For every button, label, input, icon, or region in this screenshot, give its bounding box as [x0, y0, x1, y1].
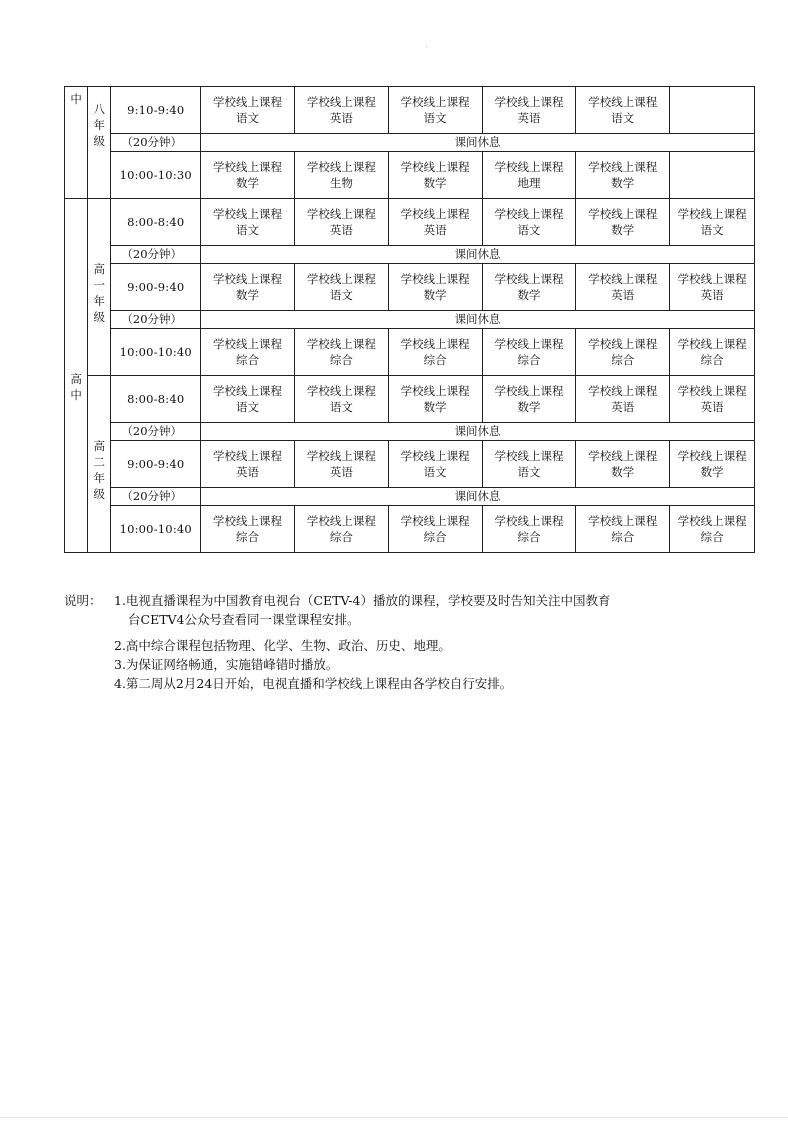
course-prefix: 学校线上课程: [213, 337, 283, 351]
course-cell: [576, 329, 670, 376]
course-subject: 语文: [236, 223, 260, 237]
break-duration: （20分钟）: [111, 246, 201, 264]
table-row: [65, 441, 755, 488]
break-duration: （20分钟）: [111, 134, 201, 152]
course-cell: [482, 506, 576, 553]
course-cell: [388, 87, 482, 134]
course-subject: 英语: [517, 111, 541, 125]
course-subject: 数学: [423, 400, 447, 414]
course-subject: 数学: [423, 288, 447, 302]
course-prefix: 学校线上课程: [494, 449, 564, 463]
course-cell: [201, 441, 295, 488]
note-3: 3.为保证网络畅通，实施错峰错时播放。: [114, 657, 339, 672]
course-subject: 综合: [611, 530, 635, 544]
course-prefix: 学校线上课程: [677, 384, 747, 398]
course-cell: [201, 506, 295, 553]
course-cell: [576, 199, 670, 246]
course-subject: 英语: [423, 223, 447, 237]
course-prefix: 学校线上课程: [494, 384, 564, 398]
grade-char: 级: [93, 310, 106, 324]
notes: [64, 591, 754, 693]
section-label-high: 高 中: [65, 199, 88, 553]
course-cell: [201, 264, 295, 311]
course-subject: 综合: [700, 530, 724, 544]
course-cell: [388, 264, 482, 311]
course-prefix: 学校线上课程: [588, 449, 658, 463]
break-row: [65, 134, 755, 152]
course-subject: 综合: [423, 530, 447, 544]
course-cell: [388, 199, 482, 246]
course-prefix: 学校线上课程: [306, 337, 376, 351]
course-subject: 数学: [236, 288, 260, 302]
course-cell: [294, 87, 388, 134]
course-subject: 综合: [517, 530, 541, 544]
course-cell: [294, 264, 388, 311]
course-subject: 语文: [517, 465, 541, 479]
course-subject: 语文: [236, 400, 260, 414]
course-cell: [294, 376, 388, 423]
course-cell: [576, 264, 670, 311]
course-prefix: 学校线上课程: [306, 207, 376, 221]
break-duration: （20分钟）: [111, 423, 201, 441]
section-label-middle: 中: [65, 87, 88, 199]
course-cell: [201, 376, 295, 423]
course-subject: 数学: [517, 288, 541, 302]
course-cell: [576, 87, 670, 134]
course-subject: 综合: [329, 530, 353, 544]
course-prefix: 学校线上课程: [306, 514, 376, 528]
course-prefix: 学校线上课程: [400, 207, 470, 221]
course-prefix: 学校线上课程: [494, 160, 564, 174]
course-prefix: 学校线上课程: [213, 514, 283, 528]
time-slot: 9:00-9:40: [111, 441, 201, 488]
page-bottom-rule: [0, 1117, 788, 1118]
course-cell: [576, 152, 670, 199]
course-prefix: 学校线上课程: [588, 95, 658, 109]
course-cell: [294, 199, 388, 246]
course-subject: 综合: [236, 353, 260, 367]
course-subject: 数学: [236, 176, 260, 190]
course-subject: 英语: [611, 400, 635, 414]
course-subject: 综合: [329, 353, 353, 367]
table-row: [65, 376, 755, 423]
break-duration: （20分钟）: [111, 488, 201, 506]
course-cell: [576, 441, 670, 488]
course-subject: 综合: [423, 353, 447, 367]
empty-cell: [670, 87, 755, 134]
course-subject: 地理: [517, 176, 541, 190]
course-prefix: 学校线上课程: [400, 449, 470, 463]
break-label: 课间休息: [201, 134, 755, 152]
course-prefix: 学校线上课程: [494, 272, 564, 286]
course-subject: 语文: [329, 400, 353, 414]
course-cell: [388, 441, 482, 488]
empty-cell: [670, 152, 755, 199]
time-slot: 9:10-9:40: [111, 87, 201, 134]
course-cell: [482, 329, 576, 376]
course-subject: 语文: [611, 111, 635, 125]
course-prefix: 学校线上课程: [677, 207, 747, 221]
time-slot: 10:00-10:40: [111, 506, 201, 553]
table-row: [65, 87, 755, 134]
note-1-line-1: 1.电视直播课程为中国教育电视台（CETV-4）播放的课程，学校要及时告知关注中国教育: [114, 593, 611, 608]
course-subject: 英语: [700, 288, 724, 302]
course-prefix: 学校线上课程: [494, 207, 564, 221]
grade-char: 年: [93, 118, 106, 132]
course-cell: [294, 506, 388, 553]
course-cell: [670, 329, 755, 376]
course-prefix: 学校线上课程: [494, 337, 564, 351]
break-row: [65, 423, 755, 441]
grade-label-grade8: [88, 87, 111, 199]
grade-char: 级: [93, 487, 106, 501]
grade-char: 八: [93, 102, 106, 116]
notes-heading: 说明：: [64, 593, 102, 608]
course-cell: [482, 264, 576, 311]
course-cell: [670, 264, 755, 311]
table-row: [65, 264, 755, 311]
table-row: [65, 506, 755, 553]
course-subject: 生物: [329, 176, 353, 190]
course-cell: [201, 87, 295, 134]
course-prefix: 学校线上课程: [494, 95, 564, 109]
time-slot: 10:00-10:30: [111, 152, 201, 199]
course-subject: 数学: [611, 223, 635, 237]
course-prefix: 学校线上课程: [306, 384, 376, 398]
course-cell: [294, 329, 388, 376]
time-slot: 10:00-10:40: [111, 329, 201, 376]
grade-char: 年: [93, 471, 106, 485]
course-subject: 综合: [700, 353, 724, 367]
course-prefix: 学校线上课程: [213, 272, 283, 286]
grade-char: 一: [93, 278, 106, 292]
course-prefix: 学校线上课程: [306, 449, 376, 463]
course-prefix: 学校线上课程: [213, 160, 283, 174]
break-label: 课间休息: [201, 246, 755, 264]
break-label: 课间休息: [201, 311, 755, 329]
course-prefix: 学校线上课程: [306, 95, 376, 109]
course-subject: 英语: [329, 465, 353, 479]
course-prefix: 学校线上课程: [213, 449, 283, 463]
break-label: 课间休息: [201, 488, 755, 506]
grade-label-high2: [88, 376, 111, 553]
course-prefix: 学校线上课程: [400, 95, 470, 109]
course-prefix: 学校线上课程: [213, 95, 283, 109]
course-cell: [482, 87, 576, 134]
course-subject: 数学: [611, 465, 635, 479]
course-cell: [482, 152, 576, 199]
break-label: 课间休息: [201, 423, 755, 441]
course-cell: [294, 441, 388, 488]
course-subject: 数学: [611, 176, 635, 190]
course-cell: [388, 376, 482, 423]
course-subject: 数学: [423, 176, 447, 190]
course-cell: [670, 199, 755, 246]
course-prefix: 学校线上课程: [677, 449, 747, 463]
course-subject: 英语: [329, 223, 353, 237]
course-cell: [388, 152, 482, 199]
note-1-line-2: 台CETV4公众号查看同一课堂课程安排。: [128, 612, 360, 627]
course-cell: [388, 506, 482, 553]
table-row: [65, 329, 755, 376]
course-cell: [294, 152, 388, 199]
course-prefix: 学校线上课程: [306, 272, 376, 286]
course-prefix: 学校线上课程: [588, 207, 658, 221]
course-prefix: 学校线上课程: [588, 160, 658, 174]
course-cell: [576, 376, 670, 423]
course-prefix: 学校线上课程: [677, 337, 747, 351]
course-subject: 综合: [517, 353, 541, 367]
break-row: [65, 246, 755, 264]
course-prefix: 学校线上课程: [588, 384, 658, 398]
course-subject: 英语: [236, 465, 260, 479]
table-row: [65, 199, 755, 246]
course-cell: [201, 152, 295, 199]
course-cell: [482, 199, 576, 246]
course-subject: 英语: [611, 288, 635, 302]
schedule-table: [64, 86, 755, 553]
course-subject: 综合: [611, 353, 635, 367]
course-subject: 英语: [329, 111, 353, 125]
course-prefix: 学校线上课程: [400, 160, 470, 174]
course-cell: [201, 199, 295, 246]
table-row: [65, 152, 755, 199]
course-prefix: 学校线上课程: [213, 207, 283, 221]
break-row: [65, 311, 755, 329]
course-prefix: 学校线上课程: [494, 514, 564, 528]
course-subject: 语文: [423, 111, 447, 125]
grade-char: 高: [93, 262, 106, 276]
course-cell: [482, 441, 576, 488]
grade-char: 年: [93, 294, 106, 308]
course-subject: 语文: [423, 465, 447, 479]
time-slot: 8:00-8:40: [111, 376, 201, 423]
time-slot: 9:00-9:40: [111, 264, 201, 311]
course-cell: [576, 506, 670, 553]
course-subject: 数学: [700, 465, 724, 479]
time-slot: 8:00-8:40: [111, 199, 201, 246]
course-prefix: 学校线上课程: [588, 337, 658, 351]
course-cell: [388, 329, 482, 376]
course-subject: 语文: [236, 111, 260, 125]
course-prefix: 学校线上课程: [588, 272, 658, 286]
course-prefix: 学校线上课程: [588, 514, 658, 528]
course-prefix: 学校线上课程: [400, 514, 470, 528]
course-prefix: 学校线上课程: [400, 384, 470, 398]
grade-char: 级: [93, 134, 106, 148]
note-2: 2.高中综合课程包括物理、化学、生物、政治、历史、地理。: [114, 638, 451, 653]
grade-char: 二: [93, 455, 106, 469]
course-subject: 语文: [700, 223, 724, 237]
grade-label-high1: [88, 199, 111, 376]
course-subject: 数学: [517, 400, 541, 414]
course-cell: [482, 376, 576, 423]
course-prefix: 学校线上课程: [677, 272, 747, 286]
course-prefix: 学校线上课程: [677, 514, 747, 528]
course-prefix: 学校线上课程: [400, 272, 470, 286]
course-subject: 语文: [329, 288, 353, 302]
break-duration: （20分钟）: [111, 311, 201, 329]
course-prefix: 学校线上课程: [306, 160, 376, 174]
course-prefix: 学校线上课程: [400, 337, 470, 351]
course-cell: [670, 506, 755, 553]
course-cell: [670, 376, 755, 423]
course-subject: 综合: [236, 530, 260, 544]
course-cell: [201, 329, 295, 376]
note-4: 4.第二周从2月24日开始，电视直播和学校线上课程由各学校自行安排。: [114, 676, 513, 691]
grade-char: 高: [93, 439, 106, 453]
course-subject: 语文: [517, 223, 541, 237]
break-row: [65, 488, 755, 506]
course-subject: 英语: [700, 400, 724, 414]
scan-speck: [426, 46, 427, 47]
course-cell: [670, 441, 755, 488]
course-prefix: 学校线上课程: [213, 384, 283, 398]
